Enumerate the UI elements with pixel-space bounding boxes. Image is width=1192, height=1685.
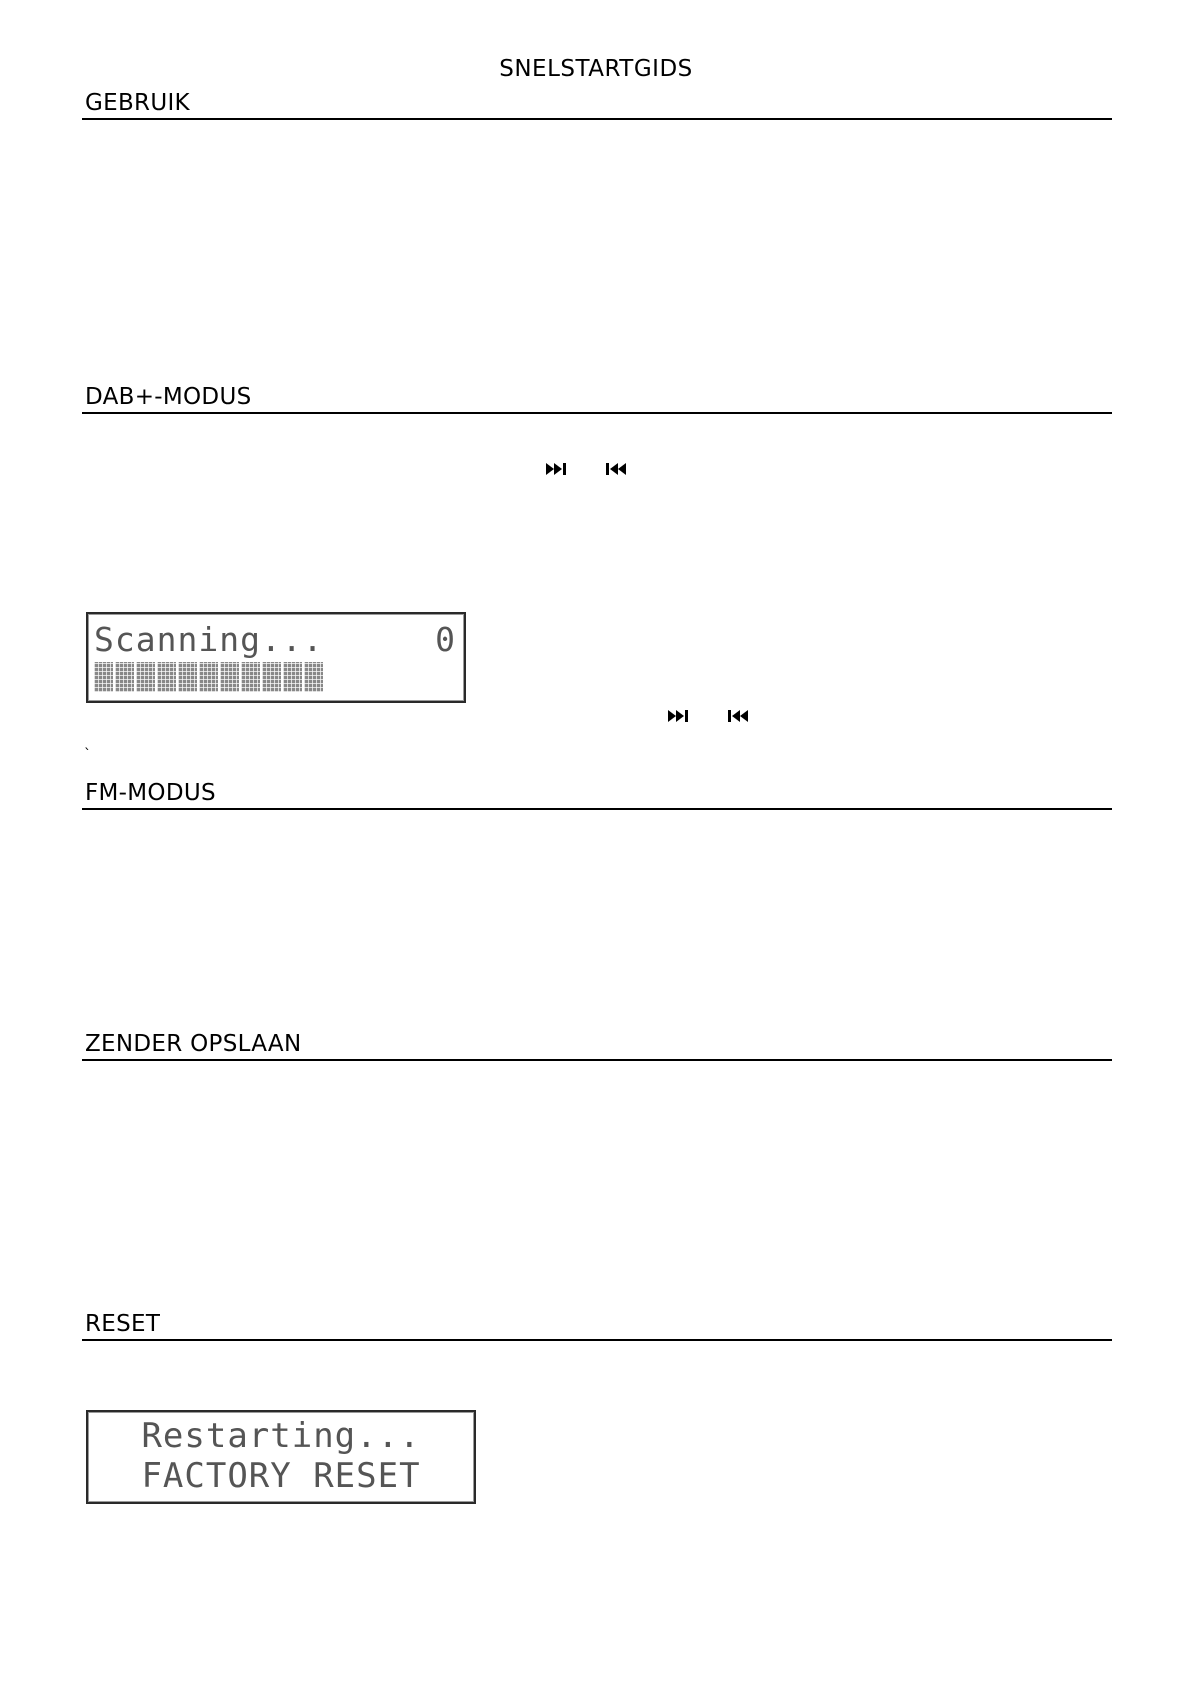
lcd-display-scanning bbox=[86, 612, 466, 703]
section-heading-zender-opslaan bbox=[82, 1031, 1112, 1061]
lcd-progress-block bbox=[220, 662, 239, 692]
previous-track-icon bbox=[604, 462, 628, 476]
lcd-progress-block bbox=[199, 662, 218, 692]
section-heading-fm bbox=[82, 780, 1112, 810]
lcd-progress-block bbox=[262, 662, 281, 692]
lcd-scan-progress-bar bbox=[94, 662, 323, 692]
section-heading-label: DAB+-MODUS bbox=[85, 384, 252, 410]
stray-mark: ` bbox=[84, 747, 91, 763]
lcd-station-count: 0 bbox=[435, 620, 456, 659]
lcd-progress-block bbox=[157, 662, 176, 692]
section-heading-label: FM-MODUS bbox=[85, 780, 216, 806]
next-track-icon bbox=[546, 462, 570, 476]
previous-track-icon bbox=[726, 709, 750, 723]
lcd-progress-block bbox=[283, 662, 302, 692]
lcd-progress-block bbox=[136, 662, 155, 692]
lcd-factory-reset-text: FACTORY RESET bbox=[141, 1456, 421, 1496]
lcd-progress-block bbox=[178, 662, 197, 692]
lcd-progress-block bbox=[304, 662, 323, 692]
section-heading-gebruik bbox=[82, 90, 1112, 120]
section-heading-reset bbox=[82, 1311, 1112, 1341]
lcd-progress-block bbox=[241, 662, 260, 692]
next-track-icon bbox=[668, 709, 692, 723]
section-heading-dab bbox=[82, 384, 1112, 414]
lcd-scanning-text: Scanning... bbox=[94, 620, 324, 659]
section-heading-label: RESET bbox=[85, 1311, 161, 1337]
lcd-restarting-text: Restarting... bbox=[141, 1416, 421, 1456]
lcd-progress-block bbox=[115, 662, 134, 692]
document-title: SNELSTARTGIDS bbox=[499, 56, 693, 82]
lcd-progress-block bbox=[94, 662, 113, 692]
lcd-display-reset bbox=[86, 1410, 476, 1504]
section-heading-label: ZENDER OPSLAAN bbox=[85, 1031, 302, 1057]
section-heading-label: GEBRUIK bbox=[85, 90, 190, 116]
